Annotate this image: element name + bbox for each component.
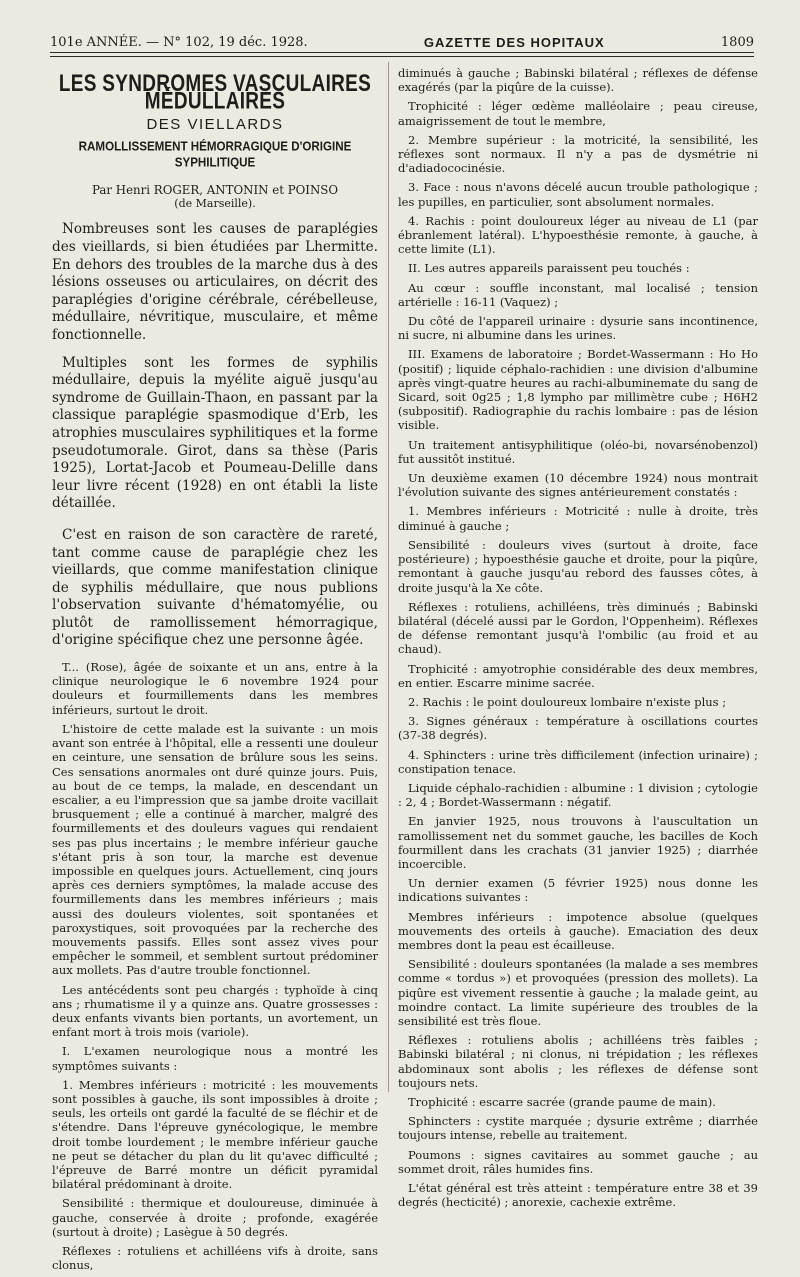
body-paragraph: Réflexes : rotuliens abolis ; achilléens très faibles ; Babinski bilatéral ; ni clonus, ni trépidation ; les réflexes abdominaux sont abolis ; les réflexes de défense sont toujours nets. — [398, 1033, 758, 1090]
body-paragraph: 4. Sphincters : urine très difficilement (infection urinaire) ; constipation tenace. — [398, 747, 758, 776]
body-paragraph: En janvier 1925, nous trouvons à l'auscultation un ramollissement net du sommet gauche, les bacilles de Koch fourmillent dans les crachats (31 janvier 1925) ; diarrhée incoercible. — [398, 814, 758, 871]
body-paragraph: 4. Rachis : point douloureux léger au niveau de L1 (par ébranlement latéral). L'hypoesthésie remonte, à gauche, à cette limite (L1). — [398, 213, 758, 257]
body-paragraph: Au cœur : souffle inconstant, mal localisé ; tension artérielle : 16-11 (Vaquez) ; — [398, 280, 758, 309]
left-column — [52, 66, 378, 1277]
body-paragraph: 2. Membre supérieur : la motricité, la sensibilité, les réflexes sont normaux. Il n'y a pas de dysmétrie ni d'adiadococinésie. — [398, 132, 758, 176]
body-paragraph: Poumons : signes cavitaires au sommet gauche ; au sommet droit, râles humides fins. — [398, 1147, 758, 1176]
body-paragraph: Sensibilité : douleurs spontanées (la malade a ses membres comme « tordus ») et provoquées (pression des mollets). La piqûre est vivement ressentie à gauche ; la malade geint, au moindre contact. La limite supérieure des troubles de la sensibilité est très floue. — [398, 957, 758, 1028]
body-paragraph: I. L'examen neurologique nous a montré les symptômes suivants : — [52, 1044, 378, 1073]
body-paragraph: Sensibilité : thermique et douloureuse, diminuée à gauche, conservée à droite ; profonde, exagérée (surtout à droite) ; Lasègue à 50 degrés. — [52, 1196, 378, 1239]
header-rule-double — [50, 56, 754, 57]
right-column — [398, 66, 758, 1214]
body-paragraph: 3. Signes généraux : température à oscillations courtes (37-38 degrés). — [398, 714, 758, 743]
body-paragraph: Un dernier examen (5 février 1925) nous donne les indications suivantes : — [398, 876, 758, 905]
body-paragraph: Sensibilité : douleurs vives (surtout à droite, face postérieure) ; hypoesthésie gauche et droite, pour la piqûre, remontant à gauche jusqu'au rebord des fausses côtes, à droite jusqu'à la Xe côte. — [398, 537, 758, 595]
article-subtitle-2: RAMOLLISSEMENT HÉMORRAGIQUE D'ORIGINE SYPHILITIQUE — [78, 138, 352, 170]
column-divider — [388, 62, 389, 1092]
body-paragraph: Sphincters : cystite marquée ; dysurie extrême ; diarrhée toujours intense, rebelle au traitement. — [398, 1114, 758, 1143]
body-paragraph: 1. Membres inférieurs : motricité : les mouvements sont possibles à gauche, ils sont impossibles à droite ; seuls, les orteils ont gardé la faculté de se fléchir et de s'étendre. Dans l'épreuve gynécologique, le membre droit tombe lourdement ; le membre inférieur gauche ne peut se détacher du plan du lit qu'avec difficulté ; l'épreuve de Barré montre un déficit pyramidal bilatéral prédominant à droite. — [52, 1077, 378, 1192]
body-paragraph: Un traitement antisyphilitique (oléo-bi, novarsénobenzol) fut aussitôt institué. — [398, 437, 758, 466]
body-paragraph: III. Examens de laboratoire ; Bordet-Wassermann : Ho Ho (positif) ; liquide céphalo-rachidien : une division d'albumine après vingt-quatre heures au rachi-albuminemate du sang de Sicard, soit 0g25 ; 1,8 lympho par millimètre cube ; H6H2 (subpositif). Radiographie du rachis lombaire : pas de lésion visible. — [398, 347, 758, 433]
article-subtitle: DES VIELLARDS — [146, 116, 284, 134]
header-rule — [50, 52, 754, 53]
article-title: LES SYNDROMES VASCULAIRES MÉDULLAIRES — [58, 71, 372, 116]
body-paragraph: 2. Rachis : le point douloureux lombaire n'existe plus ; — [408, 694, 727, 709]
body-paragraph: 1. Membres inférieurs : Motricité : nulle à droite, très diminué à gauche ; — [398, 504, 758, 533]
body-paragraph: Trophicité : escarre sacrée (grande paume de main). — [408, 1095, 716, 1109]
lead-paragraph: C'est en raison de son caractère de rareté, tant comme cause de paraplégie chez les vieillards, que comme manifestation clinique de syphilis médullaire, que nous publions l'observation suivante d'hématomyélie, ou plutôt de ramollissement hémorragique, d'origine spécifique chez une personne âgée. — [52, 526, 378, 649]
body-paragraph: Réflexes : rotuliens, achilléens, très diminués ; Babinski bilatéral (décelé aussi par le Gordon, l'Oppenheim). Réflexes de défense remontant jusqu'à l'ombilic (au froid et au chaud). — [398, 599, 758, 657]
body-paragraph: Réflexes : rotuliens et achilléens vifs à droite, sans clonus, — [52, 1244, 378, 1273]
body-paragraph: diminués à gauche ; Babinski bilatéral ; réflexes de défense exagérés (par la piqûre de la cuisse). — [398, 66, 758, 95]
lead-paragraph: Nombreuses sont les causes de paraplégies des vieillards, si bien étudiées par Lhermitte. En dehors des troubles de la marche dus à des lésions osseuses ou articulaires, on décrit des paraplégies d'origine cérébrale, cérébelleuse, médullaire, névritique, musculaire, et même fonctionnelle. — [52, 221, 378, 343]
affiliation: (de Marseille). — [174, 197, 256, 211]
page-number: 1809 — [720, 35, 754, 50]
body-paragraph: 3. Face : nous n'avons décelé aucun trouble pathologique ; les pupilles, en particulier, sont absolument normales. — [398, 180, 758, 209]
body-paragraph: II. Les autres appareils paraissent peu touchés : — [408, 261, 690, 276]
journal-title: GAZETTE DES HOPITAUX — [423, 35, 605, 50]
body-paragraph: Membres inférieurs : impotence absolue (quelques mouvements des orteils à gauche). Emaciation des deux membres dont la peau est écailleuse. — [398, 909, 758, 952]
body-paragraph: Trophicité : amyotrophie considérable des deux membres, en entier. Escarre minime sacrée. — [398, 661, 758, 690]
body-paragraph: Trophicité : léger œdème malléolaire ; peau cireuse, amaigrissement de tout le membre, — [398, 99, 758, 128]
body-paragraph: Un deuxième examen (10 décembre 1924) nous montrait l'évolution suivante des signes antérieurement constatés : — [398, 471, 758, 500]
body-paragraph: Du côté de l'appareil urinaire : dysurie sans incontinence, ni sucre, ni albumine dans les urines. — [398, 314, 758, 343]
issue-info: 101e ANNÉE. — N° 102, 19 déc. 1928. — [50, 35, 308, 50]
authors: Par Henri ROGER, ANTONIN et POINSO — [91, 183, 339, 198]
body-paragraph: Les antécédents sont peu chargés : typhoïde à cinq ans ; rhumatisme il y a quinze ans. Quatre grossesses : deux enfants vivants bien portants, un avortement, un enfant mort à trois mois (variole). — [52, 982, 378, 1040]
body-paragraph: T... (Rose), âgée de soixante et un ans, entre à la clinique neurologique le 6 novembre 1924 pour douleurs et fourmillements dans les membres inférieurs, surtout le droit. — [52, 660, 378, 717]
body-paragraph: Liquide céphalo-rachidien : albumine : 1 division ; cytologie : 2, 4 ; Bordet-Wassermann : négatif. — [398, 780, 758, 810]
body-paragraph: L'histoire de cette malade est la suivante : un mois avant son entrée à l'hôpital, elle a ressenti une douleur en ceinture, une sensation de brûlure sous les seins. Ces sensations anormales ont duré quinze jours. Puis, au bout de ce temps, la malade, en descendant un escalier, a eu l'impression que sa jambe droite vacillait brusquement ; elle a continué à marcher, malgré des fourmillements et des douleurs vagues qui rendaient ses pas plus incertains ; le membre inférieur gauche s'étant pris à son tour, la marche est devenue impossible en quelques jours. Actuellement, cinq jours après ces derniers symptômes, la malade accuse des fourmillements dans les membres inférieurs ; mais aussi des douleurs violentes, soit spontanées et paroxystiques, soit provoquées par la recherche des mouvements passifs. Elles sont assez vives pour empêcher le sommeil, et semblent surtout prédominer aux mollets. Pas d'autre trouble fonctionnel. — [52, 721, 378, 978]
lead-paragraph: Multiples sont les formes de syphilis médullaire, depuis la myélite aiguë jusqu'au syndrome de Guillain-Thaon, en passant par la classique paraplégie spasmodique d'Erb, les atrophies musculaires syphilitiques et la forme pseudotumorale. Girot, dans sa thèse (Paris 1925), Lortat-Jacob et Poumeau-Delille dans leur livre récent (1928) en ont établi la liste détaillée. — [52, 354, 378, 512]
running-header — [50, 22, 754, 50]
body-paragraph: L'état général est très atteint : température entre 38 et 39 degrés (hecticité) ; anorexie, cachexie extrême. — [398, 1181, 758, 1210]
